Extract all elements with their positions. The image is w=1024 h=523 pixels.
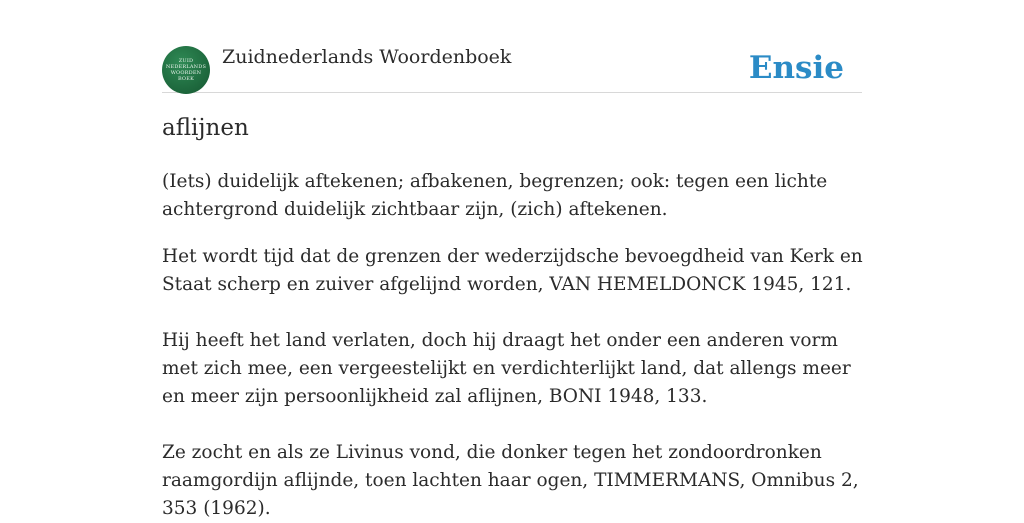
logo-line: NEDERLANDS <box>165 64 207 70</box>
logo-line: BOEK <box>177 76 195 82</box>
logo-line: WOORDEN <box>170 70 202 76</box>
citation-quote: Hij heeft het land verlaten, doch hij draagt het onder een anderen vorm met zich mee, een vergeestelijkt en verdichterlijkt land, dat allengs meer en meer zijn persoonlijkheid zal aflijnen, BONI 1948, 133. <box>162 330 851 407</box>
headword: aflijnen <box>162 115 249 141</box>
dictionary-title[interactable]: Zuidnederlands Woordenboek <box>222 46 512 68</box>
citation-quote: Ze zocht en als ze Livinus vond, die donker tegen het zondoordronken raamgordijn aflijnde, toen lachten haar ogen, TIMMERMANS, Omnibus 2, 353 (1962). <box>162 442 859 519</box>
dictionary-logo[interactable] <box>162 46 210 94</box>
logo-line: ZUID <box>178 58 194 64</box>
header <box>162 46 862 93</box>
citation-quote: Het wordt tijd dat de grenzen der wederzijdsche bevoegdheid van Kerk en Staat scherp en zuiver afgelijnd worden, VAN HEMELDONCK 1945, 121. <box>162 246 863 295</box>
definition: (Iets) duidelijk aftekenen; afbakenen, begrenzen; ook: tegen een lichte achtergrond duidelijk zichtbaar zijn, (zich) aftekenen. <box>162 171 828 220</box>
ensie-brand-logo[interactable]: Ensie <box>748 50 844 86</box>
